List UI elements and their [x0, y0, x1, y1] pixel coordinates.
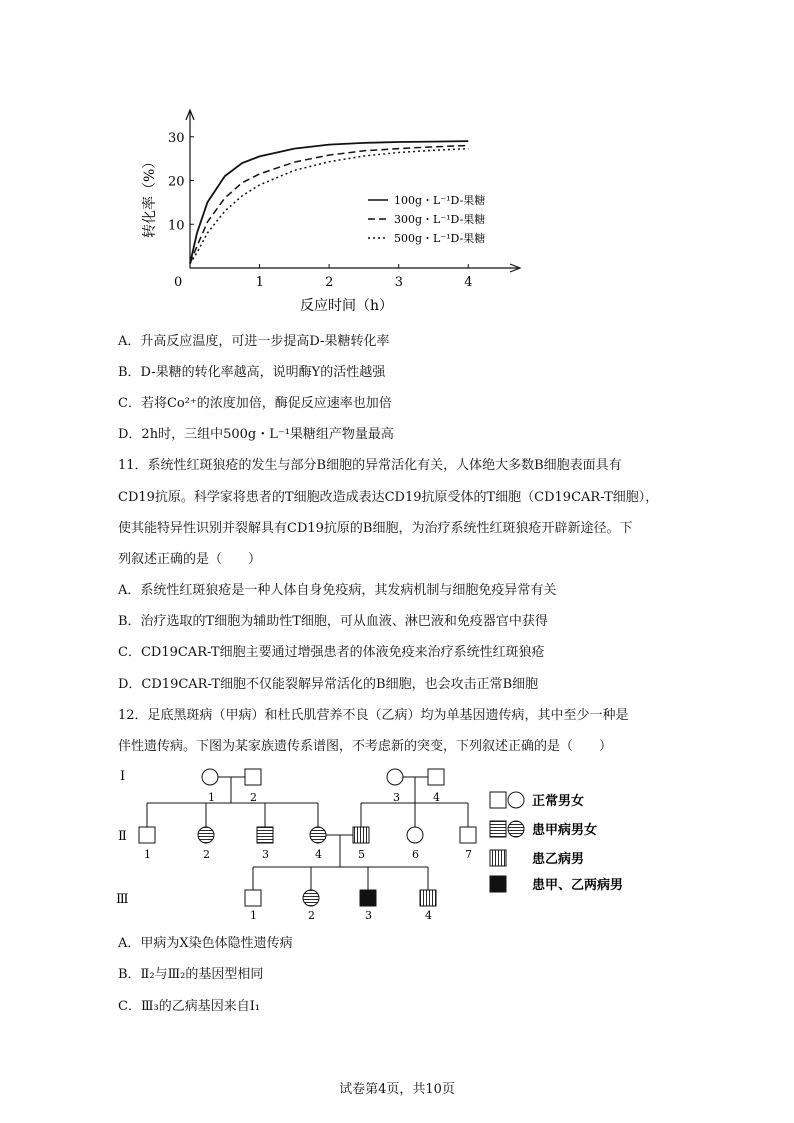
x-axis-label: 反应时间（h）: [300, 298, 394, 314]
ped-III1-normal-male: [245, 890, 261, 906]
conversion-rate-chart: [130, 96, 530, 326]
q12-option-a: A．甲病为X染色体隐性遗传病: [118, 936, 293, 951]
ped-I4-normal-male: [428, 769, 444, 785]
ped-label-III3: 3: [365, 909, 372, 920]
page-footer: 试卷第4页，共10页: [339, 1082, 455, 1097]
q10-option-d: D．2h时，三组中500g・L⁻¹果糖组产物量最高: [118, 427, 394, 442]
ped-II3-affected-a-male: [257, 827, 273, 843]
ped-label-II4: 4: [315, 848, 322, 861]
ped-label-II6: 6: [412, 848, 419, 861]
x-tick-label: 2: [325, 275, 334, 290]
q12-stem-line1: 12．足底黑斑病（甲病）和杜氏肌营养不良（乙病）均为单基因遗传病，其中至少一种是: [118, 708, 629, 723]
q11-option-a: A．系统性红斑狼疮是一种人体自身免疫病，其发病机制与细胞免疫异常有关: [118, 583, 557, 598]
x-tick-label: 3: [394, 275, 403, 290]
legend-normal-male-symbol: [490, 792, 506, 808]
q11-option-c: C．CD19CAR-T细胞主要通过增强患者的体液免疫来治疗系统性红斑狼疮: [118, 645, 545, 660]
ped-label-I1: 1: [208, 791, 215, 804]
gen-label-1: Ⅰ: [120, 769, 126, 784]
ped-label-I2: 2: [250, 791, 257, 804]
q10-option-a: A．升高反应温度，可进一步提高D-果糖转化率: [118, 334, 390, 349]
q11-stem-line4: 列叙述正确的是（ ）: [118, 552, 262, 567]
ped-label-III4: 4: [425, 909, 432, 920]
ped-II2-affected-a-female: [198, 827, 214, 843]
ped-II1-normal-male: [139, 827, 155, 843]
legend-normal: 正常男女: [532, 794, 585, 809]
x-tick-label: 1: [255, 275, 264, 290]
ped-I2-normal-male: [245, 769, 261, 785]
legend-affected-both-male-symbol: [490, 876, 506, 892]
ped-label-II7: 7: [465, 848, 472, 861]
legend-affected-a-male-symbol: [490, 821, 506, 837]
q11-stem-line1: 11．系统性红斑狼疮的发生与部分B细胞的异常活化有关，人体绝大多数B细胞表面具有: [118, 458, 622, 473]
ped-II7-normal-male: [460, 827, 476, 843]
ped-label-I4: 4: [433, 791, 440, 804]
x-tick-label: 0: [174, 275, 183, 290]
ped-III4-affected-b-male: [420, 890, 436, 906]
y-tick-label: 30: [168, 130, 185, 146]
x-tick-label: 4: [464, 275, 473, 290]
ped-I3-normal-female: [387, 769, 403, 785]
ped-label-II1: 1: [144, 848, 151, 861]
gen-label-2: Ⅱ: [118, 829, 127, 844]
ped-label-II5: 5: [358, 848, 365, 861]
q11-option-b: B．治疗选取的T细胞为辅助性T细胞，可从血液、淋巴液和免疫器官中获得: [118, 614, 548, 629]
ped-III2-affected-a-female: [303, 890, 319, 906]
legend-affected-both: 患甲、乙两病男: [532, 878, 624, 893]
legend-affected-a-female-symbol: [508, 821, 524, 837]
ped-II6-normal-female: [407, 827, 423, 843]
q12-option-b: B．Ⅱ₂与Ⅲ₂的基因型相同: [118, 967, 264, 982]
pedigree-chart: [110, 760, 670, 920]
legend-label-1: 100g・L⁻¹D-果糖: [394, 194, 486, 207]
q11-option-d: D．CD19CAR-T细胞不仅能裂解异常活化的B细胞，也会攻击正常B细胞: [118, 677, 539, 692]
q11-stem-line2: CD19抗原。科学家将患者的T细胞改造成表达CD19抗原受体的T细胞（CD19CAR-T细胞），: [118, 490, 659, 505]
q11-stem-line3: 使其能特异性识别并裂解具有CD19抗原的B细胞，为治疗系统性红斑狼疮开辟新途径。下: [118, 521, 633, 536]
legend-affected-b: 患乙病男: [532, 852, 585, 867]
ped-label-II3: 3: [262, 848, 269, 861]
legend-normal-female-symbol: [508, 792, 524, 808]
ped-label-II2: 2: [203, 848, 210, 861]
q12-option-c: C．Ⅲ₃的乙病基因来自Ⅰ₁: [118, 999, 261, 1014]
legend-affected-b-male-symbol: [490, 850, 506, 866]
ped-label-I3: 3: [393, 791, 400, 804]
legend-label-3: 500g・L⁻¹D-果糖: [394, 232, 486, 245]
legend-affected-a: 患甲病男女: [532, 823, 598, 838]
y-axis-label: 转化率（%）: [142, 154, 158, 238]
q10-option-b: B．D-果糖的转化率越高，说明酶Y的活性越强: [118, 365, 386, 380]
gen-label-3: Ⅲ: [116, 892, 129, 907]
ped-II4-affected-a-female: [310, 827, 326, 843]
ped-III3-affected-both-male: [360, 890, 376, 906]
ped-II5-affected-b-male: [353, 827, 369, 843]
y-tick-label: 10: [168, 218, 185, 234]
q10-option-c: C．若将Co²⁺的浓度加倍，酶促反应速率也加倍: [118, 396, 392, 411]
ped-label-III1: 1: [250, 909, 257, 920]
ped-label-III2: 2: [308, 909, 315, 920]
legend-label-2: 300g・L⁻¹D-果糖: [394, 213, 486, 226]
ped-I1-normal-female: [202, 769, 218, 785]
q12-stem-line2: 伴性遗传病。下图为某家族遗传系谱图，不考虑新的突变，下列叙述正确的是（ ）: [118, 739, 613, 754]
y-tick-label: 20: [168, 174, 185, 190]
